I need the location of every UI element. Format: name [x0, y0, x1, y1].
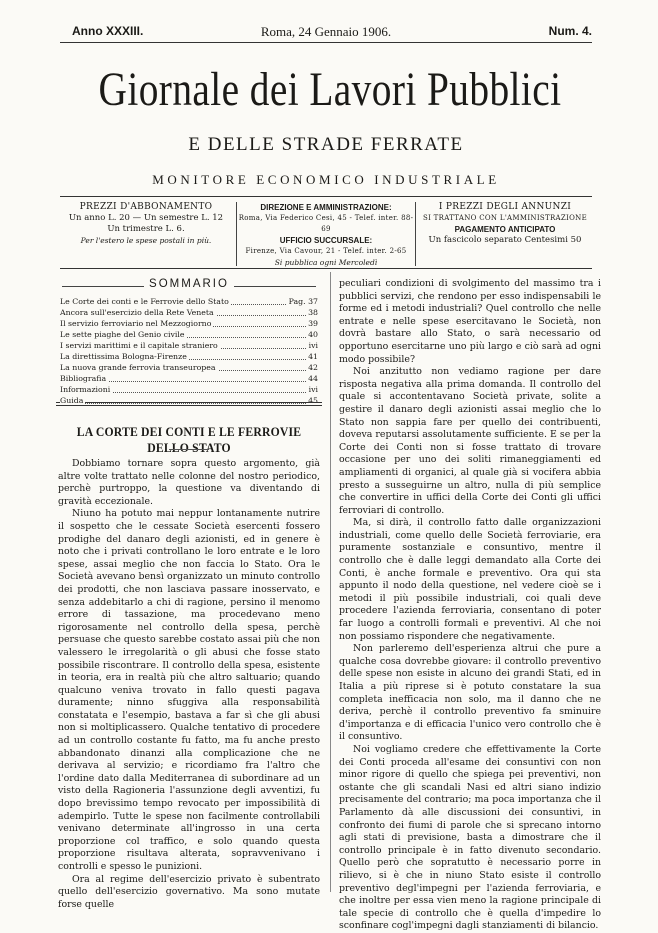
ads-box [418, 202, 592, 266]
subscription-heading: PREZZI D'ABBONAMENTO [79, 202, 213, 212]
subscription-line: Un anno L. 20 — Un semestre L. 12 [68, 213, 224, 223]
info-boxes [60, 202, 592, 266]
title-rule [169, 449, 209, 450]
summary-item-title: Bibliografia [60, 374, 107, 383]
masthead-subtitle: E DELLE STRADE FERRATE [188, 134, 464, 155]
summary-item [60, 351, 318, 362]
summary-item-page: ivi [308, 385, 318, 394]
summary-item-title: I servizi marittimi e il capitale straniero [60, 341, 218, 350]
ads-price: Un fascicolo separato Centesimi 50 [428, 235, 582, 245]
summary-item-title: Il servizio ferroviario nel Mezzogiorno [60, 319, 212, 328]
article-body-right [339, 278, 601, 932]
summary-item-page: 45 [308, 396, 318, 405]
direction-address: Roma, Via Federico Cesi, 45 - Telef. inter. 88-69 [238, 214, 414, 233]
article-paragraph: Dobbiamo tornare sopra questo argomento, già altre volte trattato nelle colonne del nostro periodico, perchè purtroppo, la questione va diventando di gravità eccezionale. [58, 458, 320, 507]
summary-item-title: La nuova grande ferrovia transeuropea [60, 363, 216, 372]
summary-item [60, 362, 318, 373]
summary-item-title: La direttissima Bologna-Firenze [60, 352, 187, 361]
summary-item-page: 39 [308, 319, 318, 328]
summary-item-title: Le sette piaghe del Genio civile [60, 330, 185, 339]
summary-item [60, 384, 318, 395]
issue-header [60, 24, 592, 40]
subscription-box [60, 202, 232, 266]
masthead-rule [60, 196, 592, 197]
publication-note: Si pubblica ogni Mercoledì [274, 258, 378, 267]
issue-date: Roma, 24 Gennaio 1906. [260, 24, 392, 39]
direction-box [236, 202, 416, 266]
masthead-title: Giornale dei Lavori Pubblici [98, 63, 562, 116]
ads-line: SI TRATTANO CON L'AMMINISTRAZIONE [423, 214, 587, 222]
subscription-line: Un trimestre L. 6. [107, 224, 185, 234]
article-title: LA CORTE DEI CONTI E LE FERROVIE DELLO STATO [76, 424, 302, 455]
article-paragraph: Ora al regime dell'esercizio privato è subentrato quello dell'esercizio governativo. Ma sono mutate forse quelle [58, 873, 320, 910]
summary-item-page: ivi [308, 341, 318, 350]
article-paragraph: peculiari condizioni di svolgimento del massimo tra i pubblici servizi, che rendono per esso indispensabili le forme ed i metodi industriali? Quel controllo che nelle entrate e nelle spese esercitavano le Società, non dovrà bastare allo Stato, o sarà necessario od opportuno esercitarne uno più largo e ciò sarà ad ogni modo possibile? [339, 278, 601, 365]
summary-item-page: 44 [308, 374, 318, 383]
summary-item-page: 41 [308, 352, 318, 361]
article-paragraph: Non parleremo dell'esperienza altrui che pure a qualche cosa dovrebbe giovare: il controllo preventivo delle spese non esiste in alcuno dei grandi Stati, ed in Italia a più riprese si è potuto constatare la sua completa inefficacia non solo, ma il danno che ne deriva, perchè il controllo preventivo fa sminuire d'importanza e di efficacia l'unico vero controllo che è il consuntivo. [339, 643, 601, 743]
leader-dots [60, 403, 318, 404]
summary-item-title: Guida [60, 396, 84, 405]
masthead-tagline: MONITORE ECONOMICO INDUSTRIALE [152, 172, 500, 187]
summary-item-title: Informazioni [60, 385, 111, 394]
left-column [56, 272, 322, 910]
issue-number: Num. 4. [548, 24, 592, 38]
summary-rule [56, 405, 322, 406]
article-body-left [58, 458, 320, 910]
summary-item-page: 42 [308, 363, 318, 372]
summary-item [60, 307, 318, 318]
summary-list [60, 296, 318, 406]
ads-heading: I PREZZI DEGLI ANNUNZI [438, 202, 572, 212]
volume-label: Anno XXXIII. [72, 24, 144, 38]
summary-rule [56, 402, 322, 403]
summary-item [60, 296, 318, 307]
summary-item-title: Ancora sull'esercizio della Rete Veneta [60, 308, 214, 317]
summary-item-page: 38 [308, 308, 318, 317]
summary-item-page: Pag. 37 [288, 297, 318, 306]
branch-heading: UFFICIO SUCCURSALE: [279, 236, 373, 245]
summary-item [60, 340, 318, 351]
summary-item [60, 373, 318, 384]
branch-address: Firenze, Via Cavour, 21 - Telef. inter. 2-65 [245, 247, 407, 255]
article-paragraph: Ma, si dirà, il controllo fatto dalle organizzazioni industriali, come quello delle Società ferroviarie, era puramente sostanziale e consuntivo, mentre il controllo che è dalle leggi demandato alla Corte dei Conti, è anche formale e preventivo. Ora qui sta appunto il nodo della questione, nel vedere cioè se i metodi il più possibile industriali, coi quali deve procedere l'azienda ferroviaria, consentano di poter far luogo a controlli formali e preventivi. Al che noi non possiamo rispondere che negativamente. [339, 517, 601, 642]
right-column [339, 272, 601, 932]
subscription-note: Per l'estero le spese postali in più. [80, 236, 212, 245]
direction-heading: DIREZIONE E AMMINISTRAZIONE: [260, 203, 392, 212]
summary-item [60, 329, 318, 340]
column-divider [330, 272, 331, 892]
summary-title: SOMMARIO [56, 278, 322, 290]
summary-item [60, 318, 318, 329]
article-paragraph: Noi anzitutto non vediamo ragione per dare risposta negativa alla prima domanda. Il controllo del quale si accontentavano Società private, solite a gestire il danaro degli azionisti assai meglio che lo Stato non sappia fare per quello dei contribuenti, doveva reputarsi assolutamente sufficiente. E se per la Corte dei Conti non si fosse trattato di trovare occasione per uno dei soliti rimaneggiamenti ed ampliamenti di organici, al quale già si vocifera abbia presto a susseguirne un altro, nulla di più semplice che convertire in uffici della Corte dei Conti gli uffici ferroviari di controllo. [339, 366, 601, 516]
article-paragraph: Niuno ha potuto mai neppur lontanamente nutrire il sospetto che le cessate Società esercenti fossero prodighe del danaro degli azionisti, ed in genere è noto che i privati controllano le loro entrate e le loro spese, assai meglio che non faccia lo Stato. Ora le Società avevano bensì organizzato un minuto controllo dei prodotti, che non lasciava passare inosservato, e senza addebitarlo a chi di ragione, persino il menomo errore di tassazione, ma procedevano meno rigorosamente nel controllo della spesa, perchè persuase che questo sarebbe costato assai più che non valessero le irregolarità o gli abusi che fosse stato possibile riscontrare. Il controllo della spesa, esistente in teoria, era in realtà più che altro saltuario; quando qualcuno veniva trovato in fallo questi pagava duramente; ninno sfuggiva alla responsabilità constatata e l'esempio, bastava a far sì che gli abusi non si moltiplicassero. Qualche tentativo di procedere ad un controllo costante fu fatto, ma fu anche presto abbandonato dinanzi alla complicazione che ne derivava al servizio; e ricordiamo fra l'altro che l'ordine dato dalla Mediterranea di subordinare ad un visto della Ragioneria l'assunzione degli avventizi, fu dopo brevissimo tempo revocato per impossibilità di adempirlo. Tutte le spese non facilmente controllabili venivano determinate all'ingrosso in una certa proporzione col traffico, e solo quando questa proporzione risultava alterata, sopravvenivano i controlli e spesso le punizioni. [58, 508, 320, 872]
summary-item-title: Le Corte dei conti e le Ferrovie dello Stato [60, 297, 229, 306]
boxes-rule [60, 268, 592, 269]
article-paragraph: Noi vogliamo credere che effettivamente la Corte dei Conti proceda all'esame dei consuntivi con non minor rigore di quello che spiega pei preventivi, non ostante che gli scandali Nasi ed altri siano indizio precisamente del contrario; ma poca importanza che il Parlamento dà alle discussioni dei consuntivi, in confronto dei fiumi di parole che si sprecano intorno agli stati di previsione, basta a dimostrare che il controllo principale è in fatto divenuto secondario. Quello però che sopratutto è necessario porre in rilievo, si è che in niuno Stato esiste il controllo preventivo degl'impegni per l'azienda ferroviaria, e che inoltre per essa vien meno la ragione principale di tale specie di controllo che è quella d'impedire lo sconfinare cogl'impegni dagli stanziamenti di bilancio. [339, 743, 601, 932]
summary-item-page: 40 [308, 330, 318, 339]
header-rule [60, 42, 592, 43]
ads-payment: PAGAMENTO ANTICIPATO [454, 225, 556, 234]
